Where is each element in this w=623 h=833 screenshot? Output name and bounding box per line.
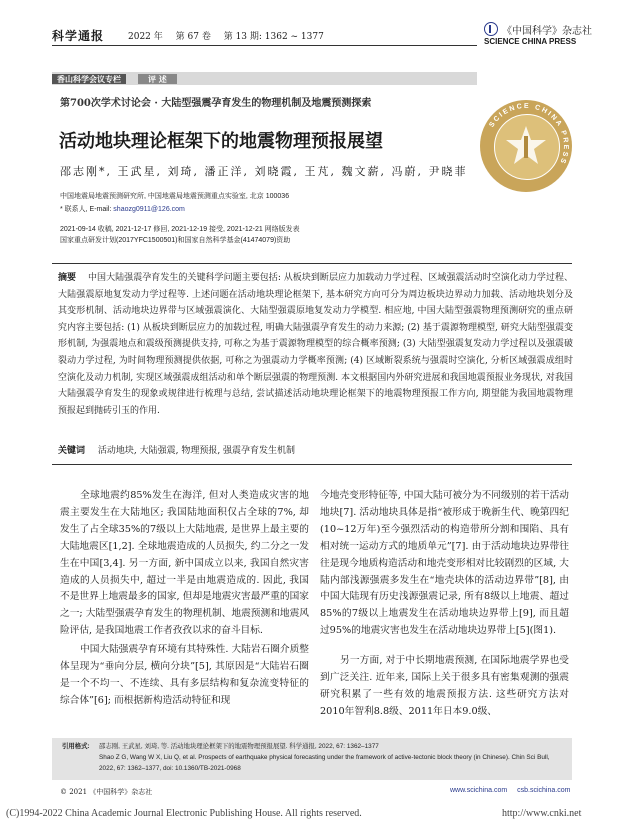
article-title: 活动地块理论框架下的地震物理预报展望 bbox=[59, 131, 383, 152]
citation-box bbox=[52, 738, 572, 780]
funding-note: 国家重点研发计划(2017YFC1500501)和国家自然科学基金(41474079)资助 bbox=[60, 237, 291, 244]
author-list: 邵志刚*, 王武星, 刘琦, 潘正洋, 刘晓霞, 王芃, 魏文薪, 冯蔚, 尹晓菲 bbox=[60, 165, 468, 178]
citation-en: Shao Z G, Wang W X, Liu Q, et al. Prospects of earthquake physical forecasting under the framework of active-tectonic block theory (in Chinese). Chin Sci Bull, 2022, 67: 1362–1377, doi: 10.1360/TB-2021-0968 bbox=[99, 754, 550, 772]
contact-email-link[interactable]: shaozg0911@126.com bbox=[113, 206, 185, 213]
header-divider bbox=[52, 45, 477, 46]
citation-label: 引用格式: bbox=[62, 743, 90, 750]
copyright: © 2021 《中国科学》杂志社 bbox=[60, 788, 153, 796]
publisher-name-cn: 《中国科学》杂志社 bbox=[502, 26, 592, 37]
keywords bbox=[58, 443, 295, 456]
abstract-label: 摘要 bbox=[58, 273, 77, 283]
body-paragraph: 全球地震约85%发生在海洋, 但对人类造成灾害的地震主要发生在大陆地区; 我国陆地面积仅占全球的7%, 却发生了占全球35%的7级以上大陆地震, 是世界上最主要的大陆地震区[1,2]. 全球地震造成的人员损失, 约二分之一发生在中国[3,4]. 另一方面, 新中国成立以来, 我国自然灾害造成的人员损失中, 超过一半是由地震造成的. 因此, 我国不是世界上地震最多的国家, 但却是地震灾害最严重的国家之一; 大陆型强震孕育发生的物理机制、地震预测和地震风险评估, 是我国地震工作者孜孜以求的奋斗目标. bbox=[60, 490, 309, 637]
footer-urls bbox=[442, 787, 570, 794]
article-type-tag: 评 述 bbox=[138, 74, 177, 84]
body-column-left bbox=[60, 488, 309, 710]
abstract bbox=[58, 270, 573, 419]
body-column-right bbox=[320, 488, 569, 721]
affiliation: 中国地震局地震预测研究所, 中国地震局地震预测重点实验室, 北京 100036 bbox=[60, 193, 290, 200]
issue-info bbox=[128, 29, 334, 42]
issue-number: 第 13 期: 1362 ~ 1377 bbox=[223, 32, 324, 42]
column-tag: 香山科学会议专栏 bbox=[52, 74, 126, 84]
issue-year: 2022 年 bbox=[128, 32, 163, 42]
journal-name: 科学通报 bbox=[52, 29, 105, 43]
body-paragraph: 今地壳变形特征等, 中国大陆可被分为不同级别的若干活动地块[7]. 活动地块具体是指“被形成于晚新生代、晚第四纪(10~12万年)至今强烈活动的构造带所分割和围陷、具有相对统一运动方式的地质单元”[7]. 由于活动地块边界带往往是现今地质构造活动和地壳变形相对比较剧烈的区域, 大陆内部浅源强震多发生在“地壳块体的活动边界带”[8], 由中国大陆现有历史浅源强震记录, 所有8级以上地震、超过85%的7级以上地震发生在活动地块边界带上[9], 而且超过95%的地震灾害也发生在活动地块边界带上[5](图1). bbox=[320, 490, 569, 637]
cnki-rights: (C)1994-2022 China Academic Journal Electronic Publishing House. All rights reserved. bbox=[6, 808, 362, 819]
issue-volume: 第 67 卷 bbox=[175, 32, 211, 42]
cnki-url[interactable]: http://www.cnki.net bbox=[502, 808, 582, 819]
contact-label: * 联系人, E-mail: bbox=[60, 206, 114, 213]
abstract-top-rule bbox=[52, 263, 572, 264]
seal-text: SCIENCE CHINA PRESS bbox=[488, 102, 570, 166]
body-paragraph: 中国大陆强震孕育环境有其特殊性. 大陆岩石圈介质整体呈现为“垂向分层, 横向分块”[5], 其原因是“大陆岩石圈是一个不均一、不连续、具有多层结构和复杂流变特征的综合体”[6]; 而根据新构造活动特征和现 bbox=[60, 644, 309, 706]
seal-star-icon bbox=[502, 122, 550, 170]
contact-line bbox=[60, 204, 185, 214]
citation-cn: 邵志刚, 王武星, 刘琦, 等. 活动地块理论框架下的地震物理预报展望. 科学通报, 2022, 67: 1362–1377 bbox=[99, 743, 379, 750]
keywords-label: 关键词 bbox=[58, 446, 86, 456]
body-top-rule bbox=[52, 464, 572, 465]
press-seal-emblem bbox=[480, 100, 572, 192]
publisher-logo-icon bbox=[484, 22, 498, 36]
keywords-text: 活动地块, 大陆强震, 物理预报, 强震孕育发生机制 bbox=[97, 446, 296, 456]
history-dates: 2021-09-14 收稿, 2021-12-17 修回, 2021-12-19 接受, 2021-12-21 网络版发表 bbox=[60, 226, 300, 233]
series-heading: 第700次学术讨论会 · 大陆型强震孕育发生的物理机制及地震预测探索 bbox=[60, 98, 372, 109]
footer-url-link[interactable]: www.scichina.com bbox=[450, 787, 508, 794]
abstract-text: 中国大陆强震孕育发生的关键科学问题主要包括: 从板块到断层应力加载动力学过程、区域强震活动时空演化动力学过程、大陆强震原地复发动力学过程等. 上述问题在活动地块理论框架下, 基本研究方向可分为周边板块边界动力加载、活动地块划分及其变形机制、活动地块边界带与区域强震演化、大陆型强震原地复发动力学模型. 相应地, 中国大陆型强震物理预测研究的重点研究内容主要包括: (1) 从板块到断层应力的加载过程, 明确大陆强震孕育发生的动力来源; (2) 基于震源物理模型, 研究大陆型强震变形机制, 为强震地点和震级预测提供支持, 可称之为基于震源物理模型的综合概率预测; (3) 大陆型强震复发动力学过程以及强震破裂动力学过程, 为时间物理预测提供依据, 可称之为强震动力学概率预测; (4) 区域断裂系统与强震时空演化, 分析区域强震成组时空演化及动力机制, 实现区域强震成组活动和单个断层强震的物理预测. 本文根据国内外研究进展和我国地震预报业务现状, 对我国大陆强震孕育发生的现象或规律进行梳理与总结, 尝试描述活动地块理论框架下的地震物理预报工作方向, 期望能为我国地震物理预报起到抛砖引玉的作用. bbox=[58, 273, 573, 416]
publisher-name-en: SCIENCE CHINA PRESS bbox=[484, 37, 577, 46]
footer-url-link[interactable]: csb.scichina.com bbox=[517, 787, 571, 794]
body-paragraph: 另一方面, 对于中长期地震预测, 在国际地震学界也受到广泛关注. 近年来, 国际上关于很多具有密集观测的强震研究积累了一些有效的地震预报方法. 这些研究方法对2010年智利8.8级、2011年日本9.0级、 bbox=[320, 655, 569, 717]
